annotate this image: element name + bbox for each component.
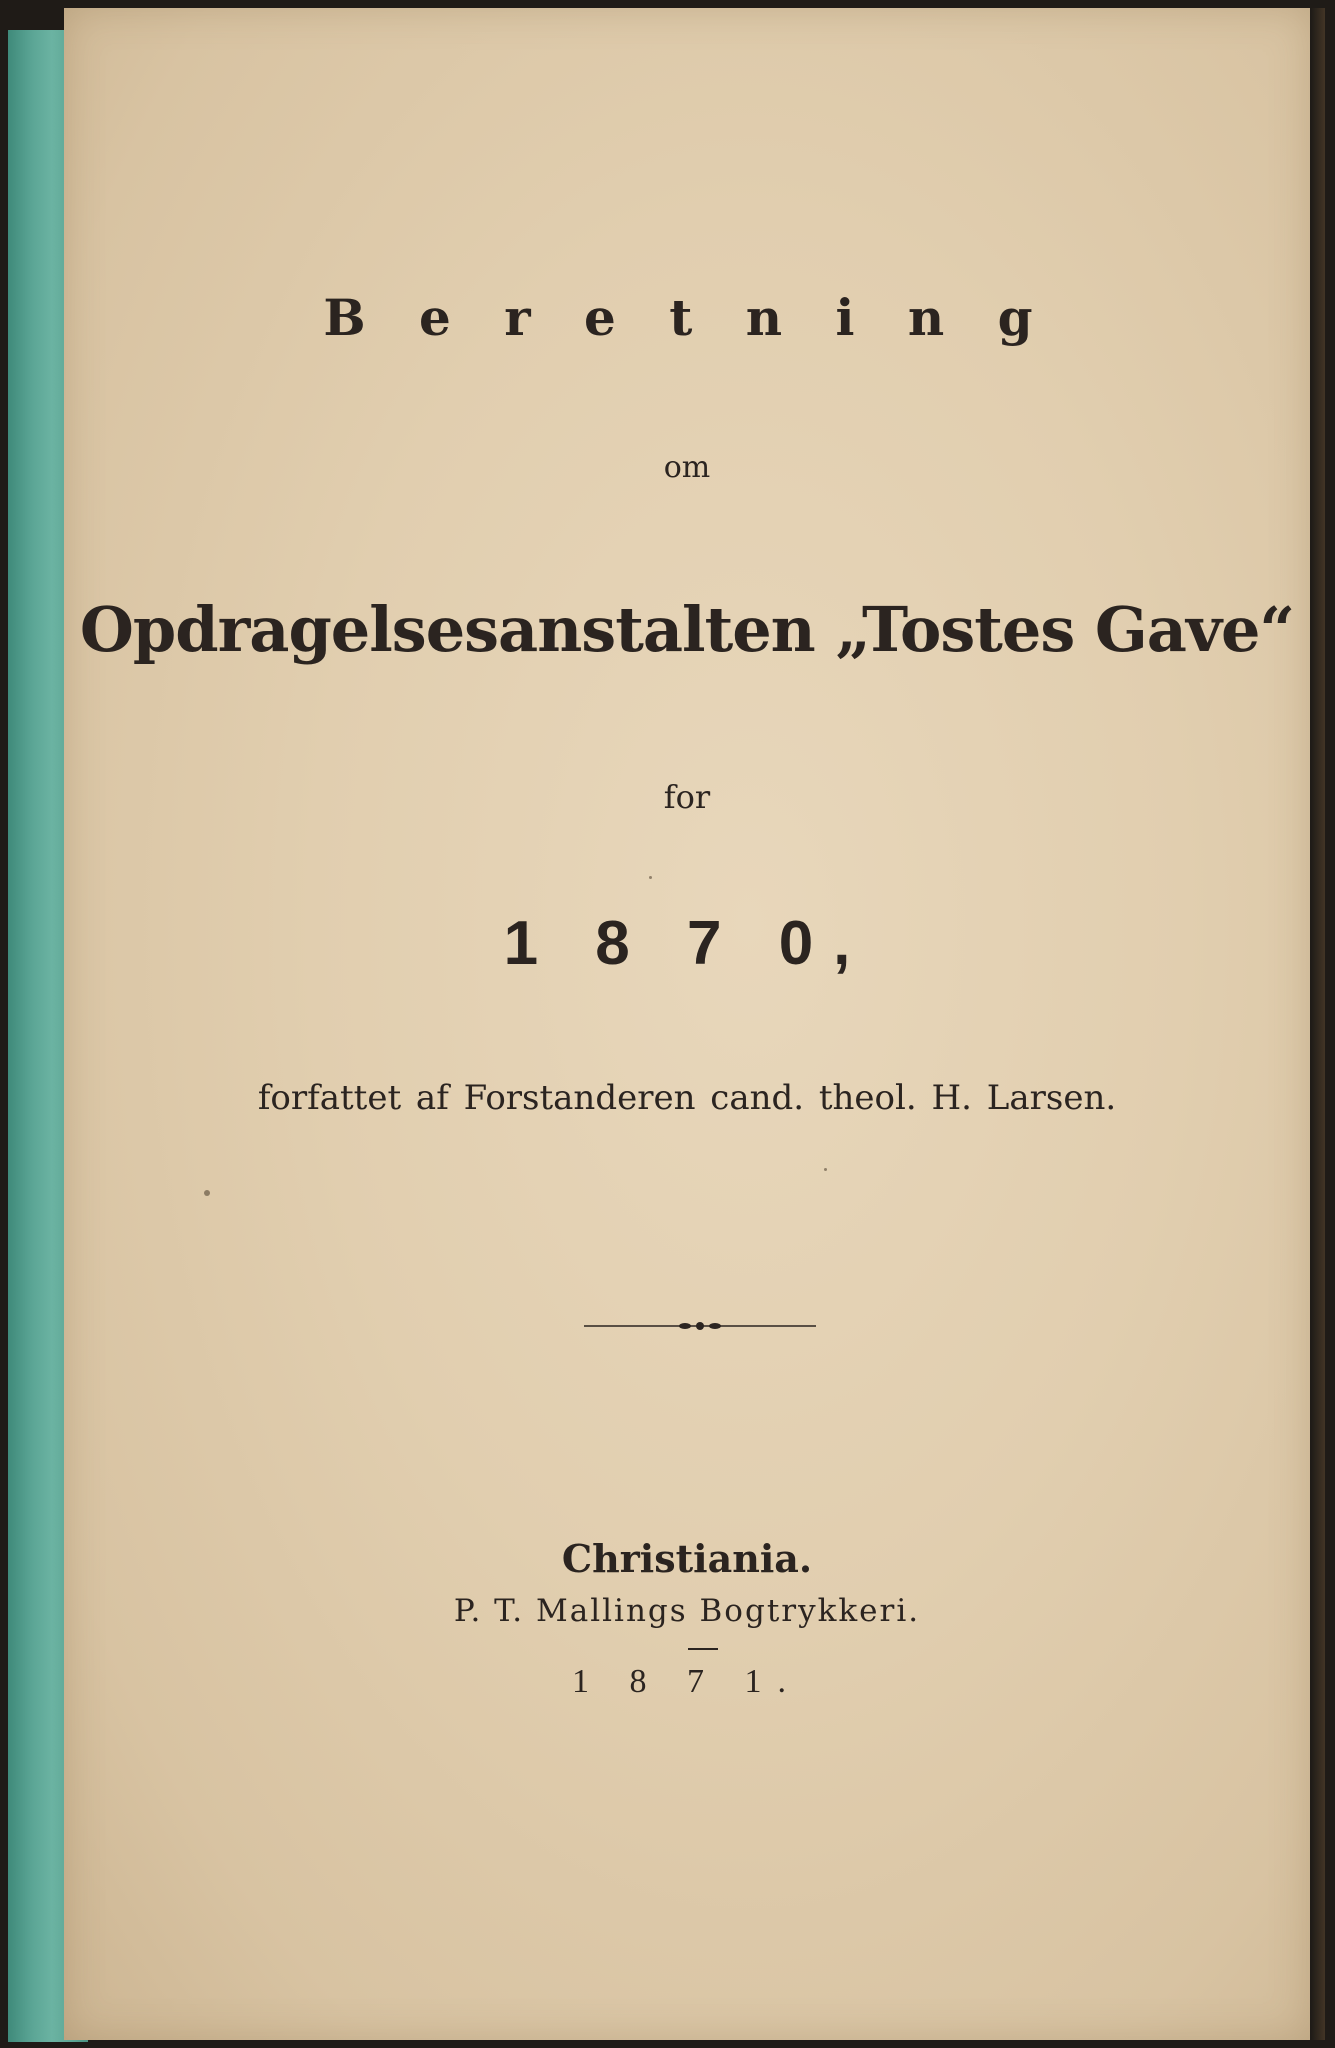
connector-om: om (663, 450, 711, 485)
ornamental-divider (584, 1320, 816, 1332)
publication-place: Christiania. (561, 1536, 813, 1581)
paper-spot (204, 1190, 210, 1196)
short-rule (688, 1648, 718, 1650)
connector-for: for (663, 778, 711, 816)
paper-spot (824, 1168, 827, 1171)
page-edge-shadow (1311, 8, 1325, 2040)
author-line: forfattet af Forstanderen cand. theol. H. Larsen. (257, 1078, 1117, 1118)
institution-title: Opdragelsesanstalten „Tostes Gave“ (79, 593, 1295, 666)
publication-year: 1 8 7 1. (572, 1663, 802, 1700)
title-page (64, 8, 1310, 2040)
report-year: 1 8 7 0, (503, 909, 871, 978)
document-heading: B e r e t n i n g (323, 288, 1051, 347)
printer-name: P. T. Mallings Bogtrykkeri. (453, 1593, 921, 1629)
paper-spot (649, 876, 652, 879)
